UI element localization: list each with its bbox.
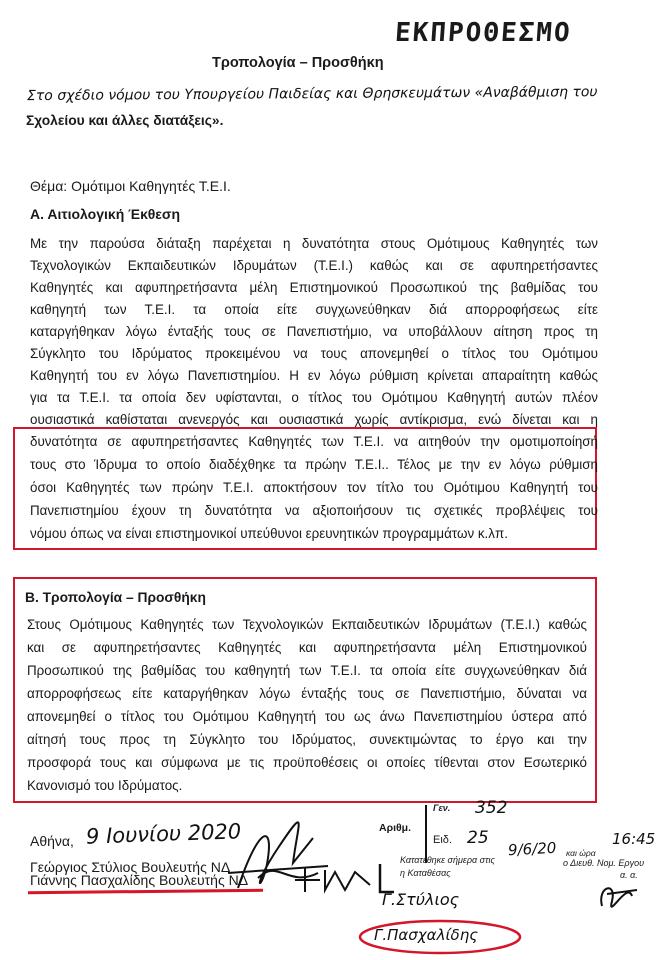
- section-a-line: Καθηγητή του εν λόγω Πανεπιστημίου. Η εν λόγω ρύθμιση κρίνεται απαραίτητη καθώς: [30, 368, 598, 383]
- handwritten-name-2: Γ.Πασχαλίδης: [374, 926, 479, 944]
- signer-1: Γεώργιος Στύλιος Βουλευτής ΝΔ: [30, 859, 231, 875]
- section-b-line: προσφορά τους και σύμφωνα με τις προϋποθέσεις οι οποίες τίθενται στον Εσωτερικό: [27, 755, 587, 770]
- section-a-line: καταργήθηκαν λόγω ένταξής τους σε Πανεπιστήμιο, να υποβάλλουν αίτηση προς τη: [30, 324, 598, 339]
- intro-line-1: Στο σχέδιο νόμου του Υπουργείου Παιδείας και Θρησκευμάτων «Αναβάθμιση του: [26, 84, 598, 105]
- registry-initials-signature: [592, 876, 642, 912]
- registry-deposited-label: Κατατέθηκε σήμερα στις: [400, 855, 495, 865]
- signer-2: Γιάννης Πασχαλίδης Βουλευτής ΝΔ: [30, 872, 249, 888]
- registry-arithm-label: Αριθμ.: [379, 822, 412, 834]
- registry-eid-value: 25: [467, 828, 489, 848]
- registry-gen-label: Γεν.: [433, 803, 451, 813]
- section-b-line: Προσωπικού της βαθμίδας του καθηγητή των Τ.Ε.Ι. τα οποία είτε συγχωνεύθηκαν διά: [27, 663, 587, 678]
- section-b-line: Κανονισμό του Ιδρύματος.: [27, 778, 183, 793]
- registry-time-value: 16:45: [612, 830, 656, 848]
- handwritten-name-1: Γ.Στύλιος: [382, 890, 460, 909]
- section-a-line: Καθηγητές και αφυπηρετήσαντα μέλη Επιστημονικού Προσωπικού της βαθμίδας του: [30, 280, 598, 295]
- section-b-line: και σε αφυπηρετήσαντες Καθηγητές και αφυπηρετήσαντα μέλη Επιστημονικού: [27, 640, 587, 655]
- section-b-line: απορροφήσεως είτε καταργήθηκαν λόγω ένταξής τους σε Πανεπιστήμιο, δύναται να: [27, 686, 587, 701]
- name-1-bracket: [376, 862, 396, 896]
- registry-dept2: α. α.: [620, 870, 638, 880]
- section-b-title: Β. Τροπολογία – Προσθήκη: [25, 590, 206, 605]
- section-a-boxed-line: Πανεπιστημίου έχουν τη δυνατότητα να αξιοποιήσουν τις σχετικές προβλέψεις του: [30, 503, 598, 518]
- section-a-boxed-line: όσοι Καθηγητές των πρώην Τ.Ε.Ι. αποκτήσουν τον τίτλο του Ομότιμου Καθηγητή του: [30, 480, 598, 495]
- registry-secretariat: η Καταθέσας: [400, 868, 451, 878]
- registry-date-value: 9/6/20: [507, 838, 557, 860]
- section-a-line: καθηγητή των Τ.Ε.Ι. τα οποία είτε συγχωνεύθηκαν διά απορροφήσεως είτε: [30, 302, 598, 317]
- section-a-boxed-line: δυνατότητα σε αφυπηρετήσαντες Καθηγητές των Τ.Ε.Ι. να αιτηθούν την ομοτιμοποίησή: [30, 434, 598, 449]
- section-a-boxed-line: νόμου όπως να είναι επιστημονικοί υπεύθυνοι ερευνητικών προγραμμάτων κ.λπ.: [30, 526, 508, 541]
- section-a-title: Α. Αιτιολογική Έκθεση: [30, 206, 181, 222]
- section-b-line: Στους Ομότιμους Καθηγητές των Τεχνολογικών Εκπαιδευτικών Ιδρυμάτων (Τ.Ε.Ι.) καθώς: [27, 617, 587, 632]
- section-a-line: Με την παρούσα διάταξη παρέχεται η δυνατότητα στους Ομότιμους Καθηγητές των: [30, 236, 598, 251]
- section-a-line: Τεχνολογικών Εκπαιδευτικών Ιδρυμάτων (Τ.Ε.Ι.) καθώς και σε αφυπηρετήσαντες: [30, 258, 598, 273]
- registry-eid-label: Ειδ.: [433, 834, 452, 846]
- place-label: Αθήνα,: [30, 833, 74, 849]
- signature-scribble-2: [290, 860, 380, 900]
- intro-line-2: Σχολείου και άλλες διατάξεις».: [26, 113, 224, 128]
- registry-time-label: και ώρα: [566, 848, 596, 858]
- section-a-line: για τα Τ.Ε.Ι. τα οποία δεν υφίστανται, ο τίτλος του Ομότιμου Καθηγητή αυτών πλέον: [30, 390, 598, 405]
- handwritten-date: 9 Ιουνίου 2020: [85, 819, 242, 849]
- late-submission-stamp: ΕΚΠΡΟΘΕΣΜΟ: [393, 18, 573, 48]
- section-b-line: αίτησή τους προς τη Σύγκλητο του Ιδρύματος, συνεκτιμώντας το έργο και την: [27, 732, 587, 747]
- subject-line: Θέμα: Ομότιμοι Καθηγητές Τ.Ε.Ι.: [30, 178, 231, 194]
- section-a-line: Σύγκλητο του Ιδρύματος προκειμένου να τους απονεμηθεί ο τίτλος του Ομότιμου: [30, 346, 598, 361]
- registry-gen-value: 352: [475, 798, 508, 818]
- section-b-line: απονεμηθεί ο τίτλος του Ομότιμου Καθηγητή του ως άνω Πανεπιστημίου ύστερα από: [27, 709, 587, 724]
- document-heading: Τροπολογία – Προσθήκη: [212, 55, 384, 71]
- section-a-line: ουσιαστικά καθίσταται ανενεργός και ουσιαστικά χωρίς αντίκρισμα, ενώ δίνεται και η: [30, 412, 598, 427]
- registry-dept: ο Διευθ. Νομ. Εργου: [563, 858, 645, 868]
- section-a-boxed-line: τους στο Ίδρυμα το οποίο διαδέχθηκε τα πρώην Τ.Ε.Ι.. Τέλος με την εν λόγω ρύθμιση: [30, 457, 598, 472]
